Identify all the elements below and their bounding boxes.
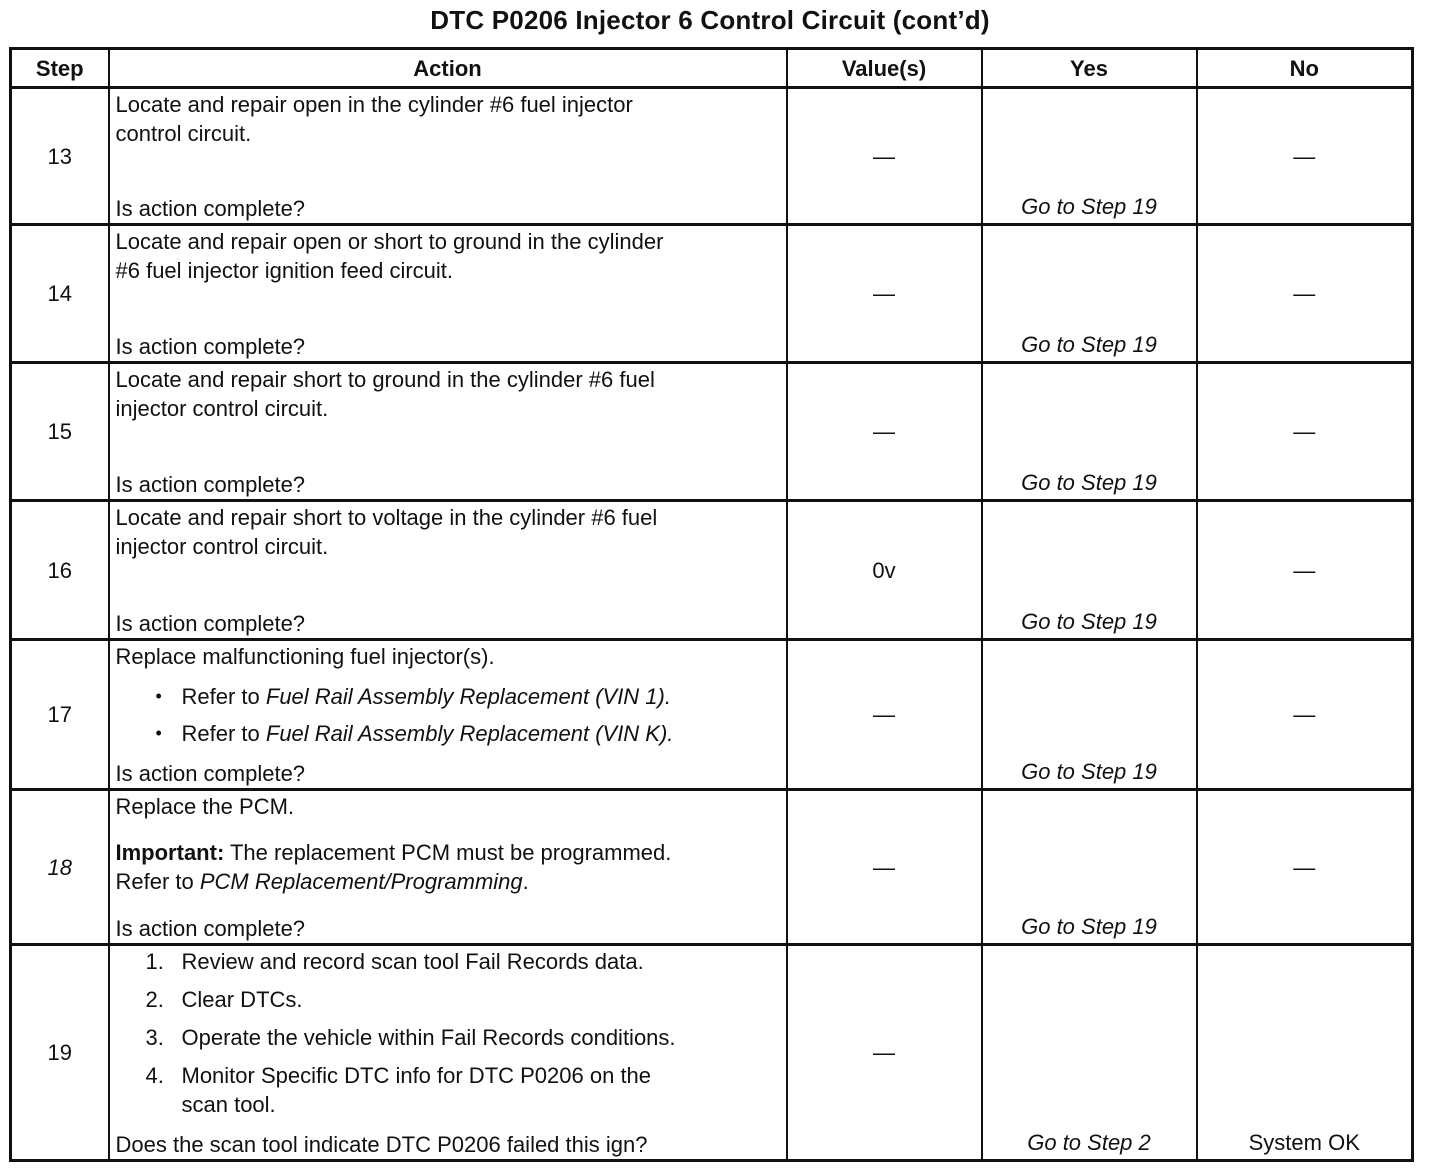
important-label: Important:	[115, 840, 225, 865]
action-text: Locate and repair short to ground in the cylinder #6 fuel	[115, 366, 655, 392]
table-row	[11, 790, 1413, 945]
no-cell	[1197, 945, 1413, 1161]
value-cell: —	[787, 640, 982, 790]
no-result-text: System OK	[1248, 1130, 1360, 1155]
list-item: 3. Operate the vehicle within Fail Records conditions.	[145, 1024, 676, 1050]
action-question: Is action complete?	[115, 915, 306, 941]
list-item: 4. Monitor Specific DTC info for DTC P0206 on the scan tool.	[145, 1062, 652, 1117]
action-cell	[109, 88, 787, 225]
list-item: 2. Clear DTCs.	[145, 986, 303, 1012]
no-cell: —	[1197, 501, 1413, 640]
value-cell: —	[787, 945, 982, 1161]
action-text: Replace the PCM.	[115, 793, 295, 819]
yes-cell	[982, 88, 1197, 225]
important-text: The replacement PCM must be programmed.	[224, 840, 672, 865]
table-row	[11, 363, 1413, 501]
no-cell: —	[1197, 88, 1413, 225]
action-cell	[109, 945, 787, 1161]
action-text: control circuit.	[115, 120, 252, 146]
action-text: Locate and repair open in the cylinder #6 fuel injector	[115, 91, 633, 117]
step-number: 13	[11, 88, 109, 225]
table-row	[11, 225, 1413, 363]
header-no: No	[1197, 49, 1413, 88]
yes-cell	[982, 363, 1197, 501]
table-row	[11, 501, 1413, 640]
value-cell: —	[787, 363, 982, 501]
action-question: Is action complete?	[115, 333, 306, 359]
action-text: injector control circuit.	[115, 533, 329, 559]
action-question: Is action complete?	[115, 760, 306, 786]
yes-go-to-step-link[interactable]: Go to Step 2	[1027, 1130, 1151, 1155]
no-cell: —	[1197, 640, 1413, 790]
header-action: Action	[109, 49, 787, 88]
fuel-rail-vink-link[interactable]: Fuel Rail Assembly Replacement (VIN K).	[265, 720, 674, 746]
action-cell	[109, 363, 787, 501]
action-cell	[109, 501, 787, 640]
table-row	[11, 640, 1413, 790]
header-step: Step	[11, 49, 109, 88]
value-cell: —	[787, 225, 982, 363]
important-note: Important: The replacement PCM must be programmed. Refer to PCM Replacement/Programming.	[115, 840, 672, 894]
action-text: injector control circuit.	[115, 395, 329, 421]
step-number: 19	[11, 945, 109, 1161]
value-cell: —	[787, 790, 982, 945]
step-number: 15	[11, 363, 109, 501]
action-question: Is action complete?	[115, 195, 306, 221]
action-cell	[109, 640, 787, 790]
no-cell: —	[1197, 363, 1413, 501]
action-question: Does the scan tool indicate DTC P0206 failed this ign?	[115, 1131, 648, 1157]
yes-go-to-step-link[interactable]: Go to Step 19	[1021, 194, 1157, 219]
yes-go-to-step-link[interactable]: Go to Step 19	[1021, 914, 1157, 939]
value-cell: —	[787, 88, 982, 225]
action-question: Is action complete?	[115, 610, 306, 636]
no-cell: —	[1197, 225, 1413, 363]
yes-cell	[982, 640, 1197, 790]
reference-list	[116, 678, 778, 752]
yes-go-to-step-link[interactable]: Go to Step 19	[1021, 759, 1157, 784]
procedure-list	[116, 947, 778, 1119]
header-yes: Yes	[982, 49, 1197, 88]
yes-cell	[982, 225, 1197, 363]
step-number: 18	[11, 790, 109, 945]
action-question: Is action complete?	[115, 471, 306, 497]
yes-go-to-step-link[interactable]: Go to Step 19	[1021, 470, 1157, 495]
table-row	[11, 88, 1413, 225]
action-cell	[109, 790, 787, 945]
yes-go-to-step-link[interactable]: Go to Step 19	[1021, 609, 1157, 634]
header-row	[11, 49, 1413, 88]
yes-go-to-step-link[interactable]: Go to Step 19	[1021, 332, 1157, 357]
action-text: Locate and repair short to voltage in the cylinder #6 fuel	[115, 504, 658, 530]
fuel-rail-vin1-link[interactable]: Fuel Rail Assembly Replacement (VIN 1).	[265, 683, 671, 709]
no-cell: —	[1197, 790, 1413, 945]
step-number: 17	[11, 640, 109, 790]
yes-cell	[982, 501, 1197, 640]
step-number: 14	[11, 225, 109, 363]
value-cell: 0v	[787, 501, 982, 640]
action-cell	[109, 225, 787, 363]
page-title: DTC P0206 Injector 6 Control Circuit (cont’d)	[430, 5, 990, 35]
action-text: Replace malfunctioning fuel injector(s).	[115, 643, 495, 669]
header-values: Value(s)	[787, 49, 982, 88]
yes-cell	[982, 945, 1197, 1161]
table-row	[11, 945, 1413, 1161]
action-text: Locate and repair open or short to ground in the cylinder	[115, 228, 664, 254]
action-text: #6 fuel injector ignition feed circuit.	[115, 257, 454, 283]
yes-cell	[982, 790, 1197, 945]
list-item: 1. Review and record scan tool Fail Records data.	[145, 948, 644, 974]
pcm-replacement-link[interactable]: PCM Replacement/Programming	[199, 869, 523, 894]
diagnostic-table	[9, 47, 1414, 1162]
list-item: • Refer to Fuel Rail Assembly Replacement (VIN K).	[116, 715, 778, 752]
step-number: 16	[11, 501, 109, 640]
list-item: • Refer to Fuel Rail Assembly Replacement (VIN 1).	[116, 678, 778, 715]
